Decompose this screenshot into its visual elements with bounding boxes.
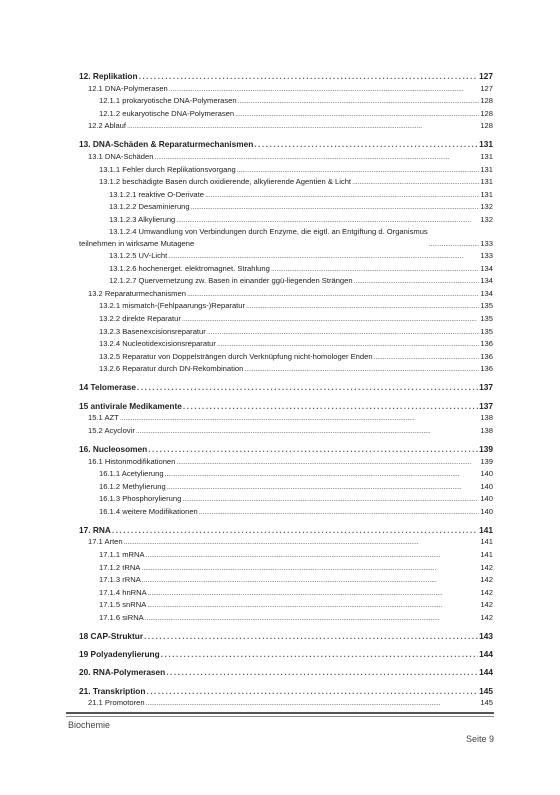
toc-entry[interactable]: [79, 443, 493, 456]
toc-entry[interactable]: [79, 697, 493, 710]
toc-entry-title: 16.1.2 Methylierung: [99, 481, 166, 491]
toc-entry-title: 15 antivirale Medikamente: [79, 400, 182, 411]
toc-dot-leader: [182, 493, 479, 506]
toc-entry-title: 13.2.3 Basenexcisionsreparatur: [99, 326, 206, 336]
toc-entry[interactable]: [79, 250, 493, 263]
toc-dot-leader: [146, 549, 480, 562]
toc-dot-leader: [167, 481, 480, 494]
toc-entry[interactable]: [79, 151, 493, 164]
toc-entry[interactable]: [79, 506, 493, 519]
toc-entry-title: 19 Polyadenylierung: [79, 649, 160, 660]
toc-entry-title: 21.1 Promotoren: [88, 698, 145, 708]
toc-entry[interactable]: [79, 536, 493, 549]
toc-entry[interactable]: [79, 108, 493, 121]
toc-page-number: 139: [480, 456, 493, 466]
toc-page-number: 139: [479, 443, 493, 454]
toc-entry-title: 13.2.6 Reparatur durch DN-Rekombination: [99, 364, 244, 374]
toc-dot-leader: [161, 648, 478, 661]
toc-dot-leader: [176, 456, 479, 469]
footer-document-title: Biochemie: [68, 720, 111, 730]
toc-dot-leader: [187, 288, 479, 301]
toc-entry-title: 13.1.2.5 UV-Licht: [109, 251, 168, 261]
toc-entry-title: 17.1.1 mRNA: [99, 550, 145, 560]
toc-entry[interactable]: [79, 189, 493, 202]
toc-dot-leader: [169, 83, 480, 96]
toc-entry[interactable]: [79, 425, 493, 438]
toc-page-number: 138: [480, 425, 493, 435]
toc-page-number: 135: [480, 326, 493, 336]
toc-dot-leader: [191, 201, 480, 214]
toc-dot-leader: [176, 214, 479, 227]
toc-entry-title: 13.1.2 beschädigte Basen durch oxidierende, alkylierende Agentien & Licht: [99, 177, 352, 187]
toc-entry-title: 12.1.2 eukaryotische DNA-Polymerasen: [99, 108, 235, 118]
toc-page-number: 145: [479, 685, 493, 696]
toc-dot-leader: [205, 189, 479, 202]
toc-dot-leader: [254, 138, 478, 151]
toc-entry[interactable]: [79, 685, 493, 698]
toc-dot-leader: [146, 685, 478, 698]
toc-entry[interactable]: [79, 164, 493, 177]
toc-entry[interactable]: [79, 574, 493, 587]
toc-page-number: 134: [480, 288, 493, 298]
toc-dot-leader: [182, 313, 479, 326]
toc-entry-title: 17.1 Arten: [88, 537, 123, 547]
toc-entry-title: 18 CAP-Struktur: [79, 631, 144, 641]
toc-entry-title: 12.1 DNA-Polymerasen: [88, 83, 168, 93]
toc-dot-leader: [147, 599, 479, 612]
footer-rule-thin: [66, 716, 494, 717]
toc-page-number: 131: [480, 189, 493, 199]
toc-entry[interactable]: [79, 400, 493, 413]
toc-entry[interactable]: [79, 666, 493, 679]
toc-dot-leader: [148, 443, 478, 456]
toc-entry[interactable]: [79, 549, 493, 562]
toc-entry[interactable]: [79, 493, 493, 506]
toc-dot-leader: [166, 666, 478, 679]
toc-page-number: 131: [480, 164, 493, 174]
toc-dot-leader: [237, 164, 480, 177]
toc-page-number: 142: [480, 600, 493, 610]
toc-entry-title: 21. Transkription: [79, 685, 146, 696]
toc-entry-title: 13.1 DNA-Schäden: [88, 151, 154, 161]
toc-entry-title: 17.1.3 rRNA: [99, 575, 141, 585]
toc-entry[interactable]: [79, 176, 493, 189]
toc-entry[interactable]: [79, 524, 493, 537]
toc-entry-title: 14 Telomerase: [79, 382, 137, 393]
toc-page-number: 127: [480, 83, 493, 93]
toc-dot-leader: [120, 412, 480, 425]
toc-page-number: 141: [480, 537, 493, 547]
footer-rule: [66, 712, 494, 714]
toc-entry[interactable]: [79, 226, 493, 250]
toc-entry-title: 12.1.1 prokaryotische DNA-Polymerasen: [99, 96, 237, 106]
toc-page-number: 138: [480, 413, 493, 423]
toc-dot-leader: [146, 697, 480, 710]
toc-page-number: 131: [479, 139, 493, 150]
toc-page-number: 140: [480, 481, 493, 491]
toc-dot-leader: [217, 338, 479, 351]
table-of-contents: [79, 70, 493, 710]
toc-dot-leader: [168, 250, 479, 263]
toc-dot-leader: [271, 263, 479, 276]
toc-entry-title: 16.1 Histonmodifikationen: [88, 456, 176, 466]
toc-page-number: 132: [480, 202, 493, 212]
toc-entry-title: 20. RNA-Polymerasen: [79, 667, 166, 678]
toc-entry-title: 13.2.1 mismatch-(Fehlpaarungs-)Reparatur: [99, 301, 246, 311]
toc-dot-leader: [136, 425, 479, 438]
toc-entry[interactable]: [79, 562, 493, 575]
toc-page-number: 135: [480, 301, 493, 311]
toc-page-number: 141: [480, 550, 493, 560]
toc-page-number: 128: [480, 96, 493, 106]
toc-dot-leader: [354, 275, 480, 288]
toc-page-number: 131: [480, 151, 493, 161]
toc-dot-leader: [183, 400, 478, 413]
toc-entry-title: 12. Replikation: [79, 71, 138, 81]
toc-dot-leader: [112, 524, 478, 537]
toc-entry[interactable]: [79, 481, 493, 494]
toc-page-number: 134: [480, 263, 493, 273]
toc-entry-title: 17.1.2 tRNA: [99, 562, 141, 572]
toc-page-number: 132: [480, 214, 493, 224]
toc-page-number: 142: [480, 575, 493, 585]
toc-entry-title: 13.2.2 direkte Reparatur: [99, 313, 181, 323]
toc-entry-title: 13.1.2.6 hochenerget. elektromagnet. Strahlung: [109, 263, 270, 273]
toc-entry-title: 13.1.2.2 Desaminierung: [109, 202, 190, 212]
toc-dot-leader: [141, 562, 479, 575]
toc-entry-title: 15.1 AZT: [88, 413, 119, 423]
toc-dot-leader: [124, 536, 480, 549]
toc-entry-title-continuation: teilnehmen in wirksame Mutagene: [79, 238, 195, 248]
toc-entry[interactable]: [79, 214, 493, 227]
toc-entry[interactable]: [79, 363, 493, 376]
toc-page-number: 140: [480, 469, 493, 479]
toc-dot-leader: [235, 108, 479, 121]
toc-entry-title: 12.1.2.7 Quervernetzung zw. Basen in einander ggü-liegenden Strängen: [109, 276, 353, 286]
toc-entry[interactable]: [79, 263, 493, 276]
toc-entry[interactable]: [79, 138, 493, 151]
toc-entry-title: 17. RNA: [79, 524, 111, 535]
toc-page-number: 136: [480, 364, 493, 374]
toc-entry-title: 13.2.4 Nucleotidexcisionsreparatur: [99, 339, 216, 349]
toc-page-number: 136: [480, 339, 493, 349]
toc-dot-leader: [148, 587, 480, 600]
toc-page-number: 142: [480, 587, 493, 597]
toc-entry-title: 16.1.1 Acetylierung: [99, 469, 164, 479]
toc-page-number: 145: [480, 698, 493, 708]
toc-dot-leader: [154, 151, 479, 164]
toc-entry[interactable]: [79, 599, 493, 612]
toc-entry-title: 17.1.6 siRNA: [99, 612, 144, 622]
toc-entry[interactable]: [79, 95, 493, 108]
toc-entry-title: [79, 226, 428, 249]
toc-page-number: 127: [479, 71, 493, 81]
toc-entry[interactable]: [79, 381, 493, 394]
toc-page-number: 137: [479, 382, 493, 393]
toc-page-number: 143: [479, 631, 493, 641]
toc-dot-leader: [246, 300, 479, 313]
toc-dot-leader: [374, 351, 480, 364]
toc-entry[interactable]: [79, 338, 493, 351]
toc-entry-title: 13.1.2.1 reaktive O-Derivate: [109, 189, 204, 199]
toc-dot-leader: [238, 95, 480, 108]
toc-page-number: 128: [480, 108, 493, 118]
toc-dot-leader: [165, 468, 480, 481]
toc-dot-leader: [145, 612, 480, 625]
toc-entry-title: 13.2 Reparaturmechanismen: [88, 288, 186, 298]
toc-entry-title: 16.1.3 Phosphorylierung: [99, 494, 182, 504]
toc-dot-leader: [207, 326, 480, 339]
toc-entry-title: 13. DNA-Schäden & Reparaturmechanismen: [79, 139, 254, 150]
toc-entry[interactable]: [79, 612, 493, 625]
toc-page-number: 131: [480, 177, 493, 187]
toc-entry-title: 16.1.4 weitere Modifikationen: [99, 506, 198, 516]
toc-dot-leader: [144, 630, 478, 643]
toc-page-number: 128: [480, 121, 493, 131]
toc-page-number: 142: [480, 612, 493, 622]
toc-entry-title: 12.2 Ablauf: [88, 121, 127, 131]
toc-entry[interactable]: [79, 456, 493, 469]
toc-page-number: 144: [479, 667, 493, 678]
toc-entry[interactable]: [79, 326, 493, 339]
toc-entry-title: 17.1.4 hnRNA: [99, 587, 147, 597]
toc-dot-leader: [137, 381, 478, 394]
toc-entry[interactable]: [79, 468, 493, 481]
toc-page-number: 140: [480, 506, 493, 516]
toc-entry-title: 17.1.5 snRNA: [99, 600, 147, 610]
toc-page-number: 136: [480, 351, 493, 361]
toc-dot-leader: [352, 176, 479, 189]
toc-entry[interactable]: [79, 275, 493, 288]
toc-page-number: 133: [480, 251, 493, 261]
toc-page-number: 140: [480, 494, 493, 504]
toc-page-number: 144: [479, 649, 493, 660]
toc-page-number: 133: [480, 238, 493, 248]
toc-dot-leader: [139, 70, 479, 83]
toc-entry[interactable]: [79, 313, 493, 326]
toc-page-number: 135: [480, 313, 493, 323]
toc-entry-title: 13.1.1 Fehler durch Replikationsvorgang: [99, 164, 236, 174]
toc-entry-title-line: 13.1.2.4 Umwandlung von Verbindungen durch Enzyme, die eigtl. an Entgiftung d. Organismus: [109, 227, 428, 237]
toc-entry[interactable]: [79, 83, 493, 96]
toc-entry[interactable]: [79, 412, 493, 425]
toc-page-number: 141: [479, 524, 493, 535]
toc-entry[interactable]: [79, 300, 493, 313]
toc-dot-leader: [142, 574, 480, 587]
toc-entry[interactable]: [79, 288, 493, 301]
toc-entry-title: 13.1.2.3 Alkylierung: [109, 214, 176, 224]
toc-page-number: 134: [480, 276, 493, 286]
toc-page-number: 142: [480, 562, 493, 572]
toc-page-number: 137: [479, 400, 493, 411]
toc-dot-leader: [429, 238, 480, 250]
toc-dot-leader: [127, 120, 479, 133]
toc-entry[interactable]: [79, 587, 493, 600]
footer-page-number: Seite 9: [465, 734, 494, 744]
toc-entry[interactable]: [79, 648, 493, 661]
toc-entry-title: 15.2 Acyclovir: [88, 425, 135, 435]
toc-entry[interactable]: [79, 70, 493, 83]
toc-dot-leader: [244, 363, 479, 376]
toc-entry[interactable]: [79, 630, 493, 643]
toc-entry[interactable]: [79, 120, 493, 133]
toc-entry[interactable]: [79, 351, 493, 364]
toc-entry-title: 16. Nucleosomen: [79, 443, 148, 454]
toc-entry[interactable]: [79, 201, 493, 214]
toc-entry-title: 13.2.5 Reparatur von Doppelsträngen durch Verknüpfung nicht-homologer Enden: [99, 351, 373, 361]
toc-dot-leader: [199, 506, 480, 519]
